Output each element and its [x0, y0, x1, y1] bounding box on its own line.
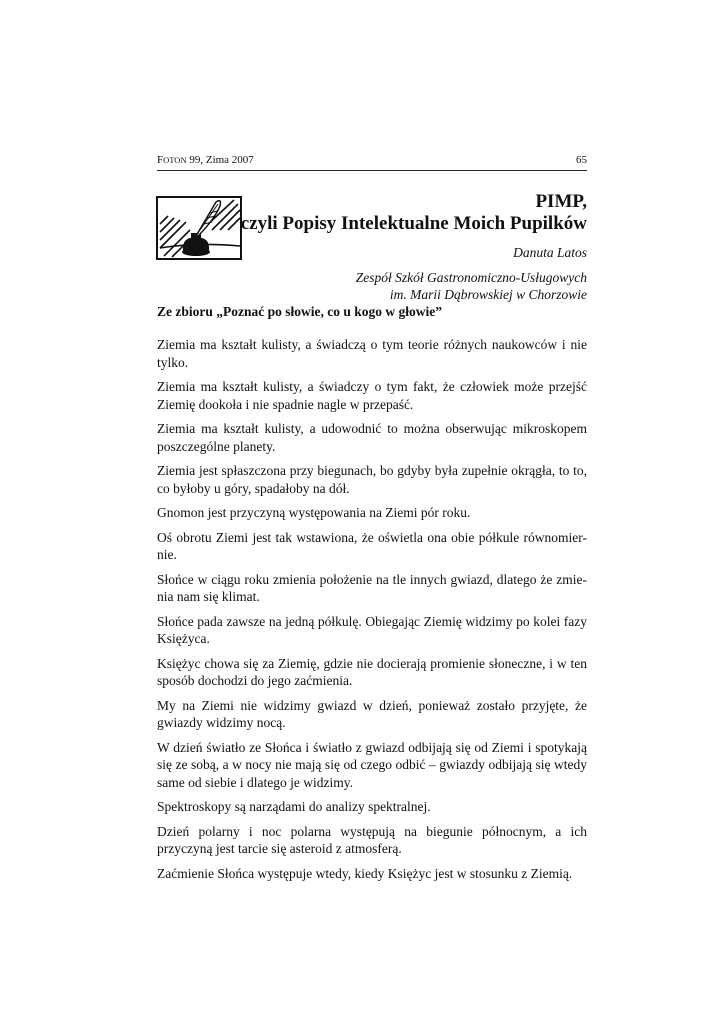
journal-sc-rest: OTON — [163, 155, 187, 165]
author-name: Danuta Latos — [513, 245, 587, 260]
body-paragraph: Ziemia ma kształt kulisty, a udowodnić to można obserwując mikroskopem poszczególne planety. — [157, 421, 587, 454]
running-header — [157, 154, 587, 171]
body-paragraph: Oś obrotu Ziemi jest tak wstawiona, że oświetla ona obie półkule równomier-nie. — [157, 529, 587, 562]
journal-issue — [157, 154, 254, 166]
affiliation-line2: im. Marii Dąbrowskiej w Chorzowie — [389, 287, 587, 302]
section-heading: Ze zbioru „Poznać po słowie, co u kogo w głowie” — [157, 304, 442, 319]
page-number: 65 — [576, 154, 587, 166]
body-paragraph: Dzień polarny i noc polarna występują na biegunie północnym, a ich przyczyną jest tarcie się asteroid z atmosferą. — [157, 823, 587, 856]
article-body — [157, 336, 587, 889]
affiliation-line1: Zespół Szkół Gastronomiczno-Usługowych — [355, 270, 587, 285]
body-paragraph: Ziemia jest spłaszczona przy biegunach, bo gdyby była zupełnie okrągła, to to, co byłoby u góry, spadałoby na dół. — [157, 463, 587, 496]
body-paragraph: Słońce w ciągu roku zmienia położenie na tle innych gwiazd, dlatego że zmie-nia nam się klimat. — [157, 571, 587, 604]
body-paragraph: Słońce pada zawsze na jedną półkulę. Obiegając Ziemię widzimy po kolei fazy Księżyca. — [157, 613, 587, 646]
body-paragraph: Zaćmienie Słońca występuje wtedy, kiedy Księżyc jest w stosunku z Ziemią. — [157, 865, 573, 881]
journal-sc-first: F — [157, 154, 164, 166]
journal-issue-rest: 99, Zima 2007 — [186, 154, 254, 166]
article-title-line2: czyli Popisy Intelektualne Moich Pupilków — [240, 213, 587, 234]
body-paragraph: Ziemia ma kształt kulisty, a świadczy o tym fakt, że człowiek może przejść Ziemię dookoła i nie spadnie nagle w przepaść. — [157, 379, 587, 412]
body-paragraph: Gnomon jest przyczyną występowania na Ziemi pór roku. — [157, 505, 471, 520]
article-title-line1: PIMP, — [535, 191, 587, 212]
article-title-block — [187, 191, 587, 303]
body-paragraph: Spektroskopy są narządami do analizy spektralnej. — [157, 799, 431, 814]
body-paragraph: Ziemia ma kształt kulisty, a świadczą o tym teorie różnych naukowców i nie tylko. — [157, 337, 587, 370]
body-paragraph: Księżyc chowa się za Ziemię, gdzie nie docierają promienie słoneczne, i w ten sposób dochodzi do jego zaćmienia. — [157, 655, 587, 688]
body-paragraph: My na Ziemi nie widzimy gwiazd w dzień, ponieważ zostało przyjęte, że gwiazdy widzimy nocą. — [157, 697, 587, 730]
body-paragraph: W dzień światło ze Słońca i światło z gwiazd odbijają się od Ziemi i spotykają się ze sobą, a w nocy nie mają się od czego odbić – gwiazdy odbijają się wtedy same od siebie i dlatego je widzimy. — [157, 739, 587, 790]
